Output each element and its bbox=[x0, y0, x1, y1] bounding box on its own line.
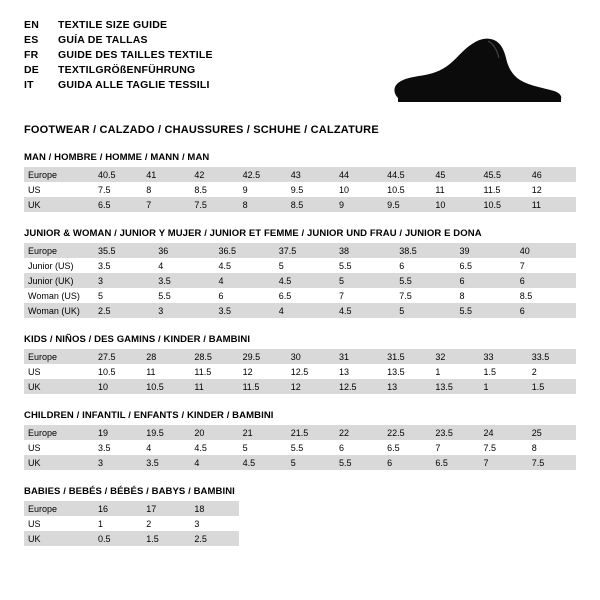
size-cell: 42.5 bbox=[239, 167, 287, 182]
size-cell: 8.5 bbox=[287, 197, 335, 212]
size-cell: 4 bbox=[142, 440, 190, 455]
table-row bbox=[24, 182, 576, 197]
size-group-title: BABIES / BEBÉS / BÉBÉS / BABYS / BAMBINI bbox=[24, 486, 235, 497]
language-label: GUIDA ALLE TAGLIE TESSILI bbox=[58, 79, 210, 91]
size-cell: 44 bbox=[335, 167, 383, 182]
size-cell bbox=[480, 501, 528, 516]
size-group-title: JUNIOR & WOMAN / JUNIOR Y MUJER / JUNIOR ET FEMME / JUNIOR UND FRAU / JUNIOR E DONA bbox=[24, 228, 482, 239]
size-cell: 8 bbox=[456, 288, 516, 303]
table-row bbox=[24, 455, 576, 470]
size-cell: 7 bbox=[480, 455, 528, 470]
size-cell bbox=[383, 501, 431, 516]
size-cell: 10 bbox=[335, 182, 383, 197]
size-cell: 7 bbox=[516, 258, 576, 273]
language-code: EN bbox=[24, 19, 39, 31]
size-cell: 5.5 bbox=[335, 455, 383, 470]
table-row bbox=[24, 303, 576, 318]
size-cell: 6 bbox=[456, 273, 516, 288]
size-tables bbox=[24, 152, 576, 546]
size-group bbox=[24, 334, 576, 394]
size-cell: 11.5 bbox=[480, 182, 528, 197]
size-cell: 11.5 bbox=[239, 379, 287, 394]
size-cell: 6.5 bbox=[383, 440, 431, 455]
size-cell: 17 bbox=[142, 501, 190, 516]
size-cell: 22.5 bbox=[383, 425, 431, 440]
row-label: Junior (US) bbox=[24, 258, 94, 273]
size-cell bbox=[239, 516, 287, 531]
size-cell: 10.5 bbox=[94, 364, 142, 379]
size-cell: 38.5 bbox=[395, 243, 455, 258]
size-cell: 1 bbox=[94, 516, 142, 531]
size-cell: 36.5 bbox=[215, 243, 275, 258]
size-cell bbox=[383, 531, 431, 546]
size-cell: 3.5 bbox=[154, 273, 214, 288]
size-cell: 8.5 bbox=[516, 288, 576, 303]
table-row bbox=[24, 440, 576, 455]
size-cell: 6 bbox=[383, 455, 431, 470]
size-cell: 6 bbox=[516, 273, 576, 288]
size-cell: 1.5 bbox=[142, 531, 190, 546]
size-cell: 5.5 bbox=[287, 440, 335, 455]
size-cell: 8 bbox=[239, 197, 287, 212]
row-label: Europe bbox=[24, 167, 94, 182]
size-cell bbox=[528, 501, 576, 516]
size-cell: 2.5 bbox=[94, 303, 154, 318]
size-cell bbox=[431, 501, 479, 516]
size-cell: 6.5 bbox=[456, 258, 516, 273]
size-cell: 3 bbox=[154, 303, 214, 318]
size-cell: 6.5 bbox=[275, 288, 335, 303]
size-cell: 2 bbox=[142, 516, 190, 531]
size-cell: 12 bbox=[287, 379, 335, 394]
language-row bbox=[24, 33, 213, 47]
size-cell bbox=[480, 531, 528, 546]
size-cell: 5.5 bbox=[154, 288, 214, 303]
row-label: Europe bbox=[24, 349, 94, 364]
size-cell bbox=[335, 501, 383, 516]
row-label: Europe bbox=[24, 243, 94, 258]
size-table bbox=[24, 243, 576, 318]
size-cell: 7.5 bbox=[94, 182, 142, 197]
size-cell: 11 bbox=[431, 182, 479, 197]
size-cell: 5 bbox=[335, 273, 395, 288]
language-row bbox=[24, 63, 213, 77]
size-cell: 7 bbox=[431, 440, 479, 455]
size-cell: 1.5 bbox=[528, 379, 576, 394]
size-cell: 23.5 bbox=[431, 425, 479, 440]
size-cell: 8 bbox=[528, 440, 576, 455]
size-table bbox=[24, 501, 576, 546]
table-row bbox=[24, 273, 576, 288]
size-cell: 7.5 bbox=[190, 197, 238, 212]
row-label: UK bbox=[24, 197, 94, 212]
row-label: Woman (US) bbox=[24, 288, 94, 303]
size-cell: 4 bbox=[154, 258, 214, 273]
size-cell: 13.5 bbox=[383, 364, 431, 379]
size-cell: 21 bbox=[239, 425, 287, 440]
size-cell: 10.5 bbox=[480, 197, 528, 212]
size-group bbox=[24, 410, 576, 470]
size-cell: 42 bbox=[190, 167, 238, 182]
size-cell: 33 bbox=[480, 349, 528, 364]
size-group-title: CHILDREN / INFANTIL / ENFANTS / KINDER / BAMBINI bbox=[24, 410, 274, 421]
size-cell: 31 bbox=[335, 349, 383, 364]
size-cell: 28 bbox=[142, 349, 190, 364]
language-label: GUÍA DE TALLAS bbox=[58, 34, 148, 46]
table-row bbox=[24, 197, 576, 212]
size-cell: 36 bbox=[154, 243, 214, 258]
row-label: US bbox=[24, 516, 94, 531]
size-cell: 5 bbox=[239, 440, 287, 455]
size-cell bbox=[239, 531, 287, 546]
language-list bbox=[24, 18, 213, 92]
row-label: UK bbox=[24, 379, 94, 394]
size-cell bbox=[287, 516, 335, 531]
size-cell: 2.5 bbox=[190, 531, 238, 546]
size-cell: 46 bbox=[528, 167, 576, 182]
size-cell: 31.5 bbox=[383, 349, 431, 364]
size-cell: 37.5 bbox=[275, 243, 335, 258]
dress-shoe-icon bbox=[384, 32, 564, 110]
size-cell: 12.5 bbox=[335, 379, 383, 394]
size-cell: 6.5 bbox=[431, 455, 479, 470]
size-cell: 8.5 bbox=[190, 182, 238, 197]
size-cell: 43 bbox=[287, 167, 335, 182]
size-cell: 4.5 bbox=[335, 303, 395, 318]
table-row bbox=[24, 364, 576, 379]
size-cell: 3 bbox=[94, 455, 142, 470]
size-cell: 6.5 bbox=[94, 197, 142, 212]
size-cell: 12 bbox=[528, 182, 576, 197]
size-group bbox=[24, 152, 576, 212]
size-cell: 6 bbox=[395, 258, 455, 273]
row-label: Europe bbox=[24, 501, 94, 516]
size-cell: 11.5 bbox=[190, 364, 238, 379]
size-cell bbox=[287, 531, 335, 546]
size-cell: 6 bbox=[215, 288, 275, 303]
language-code: DE bbox=[24, 64, 39, 76]
size-cell: 29.5 bbox=[239, 349, 287, 364]
size-cell: 28.5 bbox=[190, 349, 238, 364]
size-cell: 3.5 bbox=[215, 303, 275, 318]
language-label: GUIDE DES TAILLES TEXTILE bbox=[58, 49, 213, 61]
language-code: ES bbox=[24, 34, 39, 46]
size-group-title: MAN / HOMBRE / HOMME / MANN / MAN bbox=[24, 152, 210, 163]
language-row bbox=[24, 18, 213, 32]
size-cell: 21.5 bbox=[287, 425, 335, 440]
size-table bbox=[24, 167, 576, 212]
row-label: US bbox=[24, 182, 94, 197]
row-label: UK bbox=[24, 531, 94, 546]
language-code: FR bbox=[24, 49, 39, 61]
table-row bbox=[24, 258, 576, 273]
size-cell: 40.5 bbox=[94, 167, 142, 182]
size-cell: 0.5 bbox=[94, 531, 142, 546]
row-label: Junior (UK) bbox=[24, 273, 94, 288]
size-cell: 11 bbox=[190, 379, 238, 394]
size-cell: 1 bbox=[431, 364, 479, 379]
size-cell: 9.5 bbox=[287, 182, 335, 197]
size-cell: 9.5 bbox=[383, 197, 431, 212]
row-label: Woman (UK) bbox=[24, 303, 94, 318]
size-cell bbox=[480, 516, 528, 531]
size-cell: 4 bbox=[215, 273, 275, 288]
size-cell: 27.5 bbox=[94, 349, 142, 364]
language-row bbox=[24, 78, 213, 92]
size-cell: 5 bbox=[94, 288, 154, 303]
size-cell: 13 bbox=[335, 364, 383, 379]
size-cell: 35.5 bbox=[94, 243, 154, 258]
size-group bbox=[24, 228, 576, 318]
size-cell: 7.5 bbox=[528, 455, 576, 470]
size-cell: 10 bbox=[94, 379, 142, 394]
size-cell: 4 bbox=[275, 303, 335, 318]
size-cell: 3.5 bbox=[94, 258, 154, 273]
size-cell bbox=[287, 501, 335, 516]
size-cell: 24 bbox=[480, 425, 528, 440]
size-cell: 12 bbox=[239, 364, 287, 379]
size-cell: 5.5 bbox=[395, 273, 455, 288]
size-cell: 22 bbox=[335, 425, 383, 440]
size-cell: 41 bbox=[142, 167, 190, 182]
size-cell: 9 bbox=[335, 197, 383, 212]
size-cell: 32 bbox=[431, 349, 479, 364]
size-cell: 4.5 bbox=[215, 258, 275, 273]
size-cell: 45 bbox=[431, 167, 479, 182]
size-cell: 19.5 bbox=[142, 425, 190, 440]
page-title: FOOTWEAR / CALZADO / CHAUSSURES / SCHUHE / CALZATURE bbox=[24, 124, 379, 136]
size-cell: 38 bbox=[335, 243, 395, 258]
table-row bbox=[24, 167, 576, 182]
table-row bbox=[24, 516, 576, 531]
size-cell: 11 bbox=[528, 197, 576, 212]
size-cell: 3.5 bbox=[94, 440, 142, 455]
size-cell: 4.5 bbox=[190, 440, 238, 455]
table-row bbox=[24, 379, 576, 394]
size-cell bbox=[383, 516, 431, 531]
size-cell: 7.5 bbox=[395, 288, 455, 303]
size-table bbox=[24, 349, 576, 394]
size-cell: 18 bbox=[190, 501, 238, 516]
size-cell: 12.5 bbox=[287, 364, 335, 379]
table-row bbox=[24, 288, 576, 303]
row-label: US bbox=[24, 364, 94, 379]
size-cell bbox=[528, 531, 576, 546]
size-cell: 25 bbox=[528, 425, 576, 440]
size-cell: 3 bbox=[94, 273, 154, 288]
table-row bbox=[24, 425, 576, 440]
table-row bbox=[24, 349, 576, 364]
size-cell bbox=[239, 501, 287, 516]
size-cell: 40 bbox=[516, 243, 576, 258]
size-cell: 33.5 bbox=[528, 349, 576, 364]
size-cell: 1.5 bbox=[480, 364, 528, 379]
size-cell: 11 bbox=[142, 364, 190, 379]
size-cell: 2 bbox=[528, 364, 576, 379]
size-cell: 3 bbox=[190, 516, 238, 531]
size-cell: 30 bbox=[287, 349, 335, 364]
size-cell: 5.5 bbox=[335, 258, 395, 273]
size-cell: 39 bbox=[456, 243, 516, 258]
size-cell: 7.5 bbox=[480, 440, 528, 455]
size-cell: 7 bbox=[142, 197, 190, 212]
language-label: TEXTILGRÖßENFÜHRUNG bbox=[58, 64, 196, 76]
page-header bbox=[24, 18, 576, 110]
language-row bbox=[24, 48, 213, 62]
size-cell: 5 bbox=[287, 455, 335, 470]
size-cell: 13 bbox=[383, 379, 431, 394]
size-cell: 45.5 bbox=[480, 167, 528, 182]
size-cell: 16 bbox=[94, 501, 142, 516]
size-cell: 9 bbox=[239, 182, 287, 197]
size-cell bbox=[528, 516, 576, 531]
size-cell: 5.5 bbox=[456, 303, 516, 318]
size-cell bbox=[431, 516, 479, 531]
language-label: TEXTILE SIZE GUIDE bbox=[58, 19, 168, 31]
size-cell: 6 bbox=[516, 303, 576, 318]
table-row bbox=[24, 243, 576, 258]
size-cell: 1 bbox=[480, 379, 528, 394]
size-cell: 13.5 bbox=[431, 379, 479, 394]
size-cell: 8 bbox=[142, 182, 190, 197]
size-cell: 4.5 bbox=[275, 273, 335, 288]
row-label: US bbox=[24, 440, 94, 455]
size-cell: 4 bbox=[190, 455, 238, 470]
table-row bbox=[24, 531, 576, 546]
language-code: IT bbox=[24, 79, 34, 91]
size-cell: 7 bbox=[335, 288, 395, 303]
size-cell: 19 bbox=[94, 425, 142, 440]
size-table bbox=[24, 425, 576, 470]
size-cell bbox=[335, 531, 383, 546]
table-row bbox=[24, 501, 576, 516]
size-cell: 20 bbox=[190, 425, 238, 440]
size-cell bbox=[335, 516, 383, 531]
row-label: UK bbox=[24, 455, 94, 470]
size-cell: 5 bbox=[275, 258, 335, 273]
size-cell: 44.5 bbox=[383, 167, 431, 182]
size-cell: 10.5 bbox=[383, 182, 431, 197]
size-cell bbox=[431, 531, 479, 546]
size-cell: 3.5 bbox=[142, 455, 190, 470]
size-cell: 10.5 bbox=[142, 379, 190, 394]
size-cell: 10 bbox=[431, 197, 479, 212]
size-group bbox=[24, 486, 576, 546]
row-label: Europe bbox=[24, 425, 94, 440]
size-cell: 6 bbox=[335, 440, 383, 455]
size-group-title: KIDS / NIÑOS / DES GAMINS / KINDER / BAMBINI bbox=[24, 334, 251, 345]
size-cell: 4.5 bbox=[239, 455, 287, 470]
size-cell: 5 bbox=[395, 303, 455, 318]
